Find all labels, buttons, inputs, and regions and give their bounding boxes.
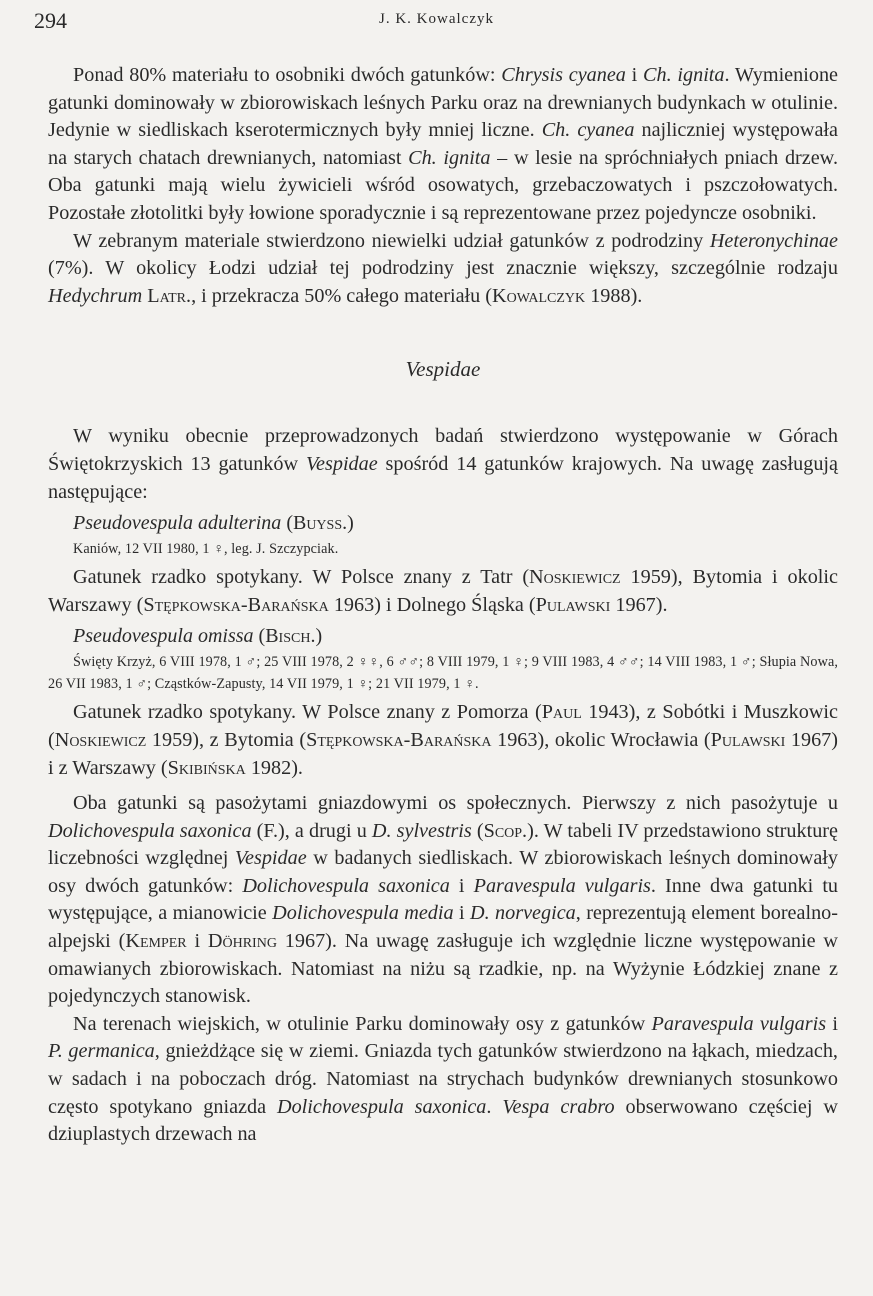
species-note-adulterina: Gatunek rzadko spotykany. W Polsce znany z Tatr (Noskiewicz 1959), Bytomia i okolic Warszawy (Stępkowska-Barańska 1963) i Dolnego Śląska (Pulawski 1967). bbox=[48, 566, 838, 616]
species-note-omissa: Gatunek rzadko spotykany. W Polsce znany z Pomorza (Paul 1943), z Sobótki i Muszkowic (Noskiewicz 1959), z Bytomia (Stępkowska-Barańska 1963), okolic Wrocławia (Pulawski 1967) i z Warszawy (Skibińska 1982). bbox=[48, 701, 838, 779]
paragraph-rural-areas: Na terenach wiejskich, w otulinie Parku dominowały osy z gatunków Paravespula vulgaris i P. germanica, gnieżdżące się w ziemi. Gniazda tych gatunków stwierdzono na łąkach, miedzach, w sadach i na poboczach dróg. Natomiast na strychach budynków drewnianych stosunkowo często spotykano gniazda Dolichovespula saxonica. Vespa crabro obserwowano częściej w dziuplastych drzewach na bbox=[48, 1012, 839, 1146]
paragraph-parasites: Oba gatunki są pasożytami gniazdowymi os społecznych. Pierwszy z nich pasożytuje u Dolichovespula saxonica (F.), a drugi u D. sylvestris (Scop.). W tabeli IV przedstawiono strukturę liczebności względnej Vespidae w badanych siedliskach. W zbiorowiskach leśnych dominowały osy dwóch gatunków: Dolichovespula saxonica i Paravespula vulgaris. Inne dwa gatunki tu występujące, a mianowicie Dolichovespula media i D. norvegica, reprezentują element borealno-alpejski (Kemper i Döhring 1967). Na uwagę zasługuje ich względnie liczne występowanie w omawianych zbiorowiskach. Natomiast na niżu są rzadkie, np. na Wyżynie Łódzkiej znane z pojedynczych stanowisk. bbox=[48, 792, 839, 1008]
page-number: 294 bbox=[34, 8, 67, 33]
article-body bbox=[48, 62, 838, 1149]
page-header bbox=[34, 8, 839, 40]
paragraph-chrysis: Ponad 80% materiału to osobniki dwóch gatunków: Chrysis cyanea i Ch. ignita. Wymienione gatunki dominowały w zbiorowiskach leśnych Parku oraz na drewnianych budynkach w otulinie. Jedynie w siedliskach kserotermicznych były mniej liczne. Ch. cyanea najliczniej występowała na starych chatach drewnianych, natomiast Ch. ignita – w lesie na spróchniałych pniach drzew. Oba gatunki mają wielu żywicieli wśród osowatych, grzebaczowatych i pszczołowatych. Pozostałe złotolitki były łowione sporadycznie i są reprezentowane przez pojedyncze osobniki. bbox=[48, 64, 838, 224]
running-head: J. K. Kowalczyk bbox=[379, 11, 494, 27]
paragraph-heteronychinae: W zebranym materiale stwierdzono niewielki udział gatunków z podrodziny Heteronychinae (7%). W okolicy Łodzi udział tej podrodziny jest znacznie większy, szczególnie rodzaju Hedychrum Latr., i przekracza 50% całego materiału (Kowalczyk 1988). bbox=[48, 229, 838, 307]
species-heading-omissa: Pseudovespula omissa (Bisch.) bbox=[73, 625, 323, 648]
species-record-omissa: Święty Krzyż, 6 VIII 1978, 1 ♂; 25 VIII 1978, 2 ♀♀, 6 ♂♂; 8 VIII 1979, 1 ♀; 9 VIII 1983, 4 ♂♂; 14 VIII 1983, 1 ♂; Słupia Nowa, 26 VII 1983, 1 ♂; Cząstków-Zapusty, 14 VII 1979, 1 ♀; 21 VII 1979, 1 ♀. bbox=[48, 654, 838, 693]
paragraph-vespidae-intro: W wyniku obecnie przeprowadzonych badań stwierdzono występowanie w Górach Świętokrzyskich 13 gatunków Vespidae spośród 14 gatunków krajowych. Na uwagę zasługują następujące: bbox=[48, 425, 839, 503]
species-record-adulterina: Kaniów, 12 VII 1980, 1 ♀, leg. J. Szczypciak. bbox=[73, 541, 339, 558]
section-heading: Vespidae bbox=[405, 357, 481, 382]
species-heading-adulterina: Pseudovespula adulterina (Buyss.) bbox=[73, 512, 354, 535]
